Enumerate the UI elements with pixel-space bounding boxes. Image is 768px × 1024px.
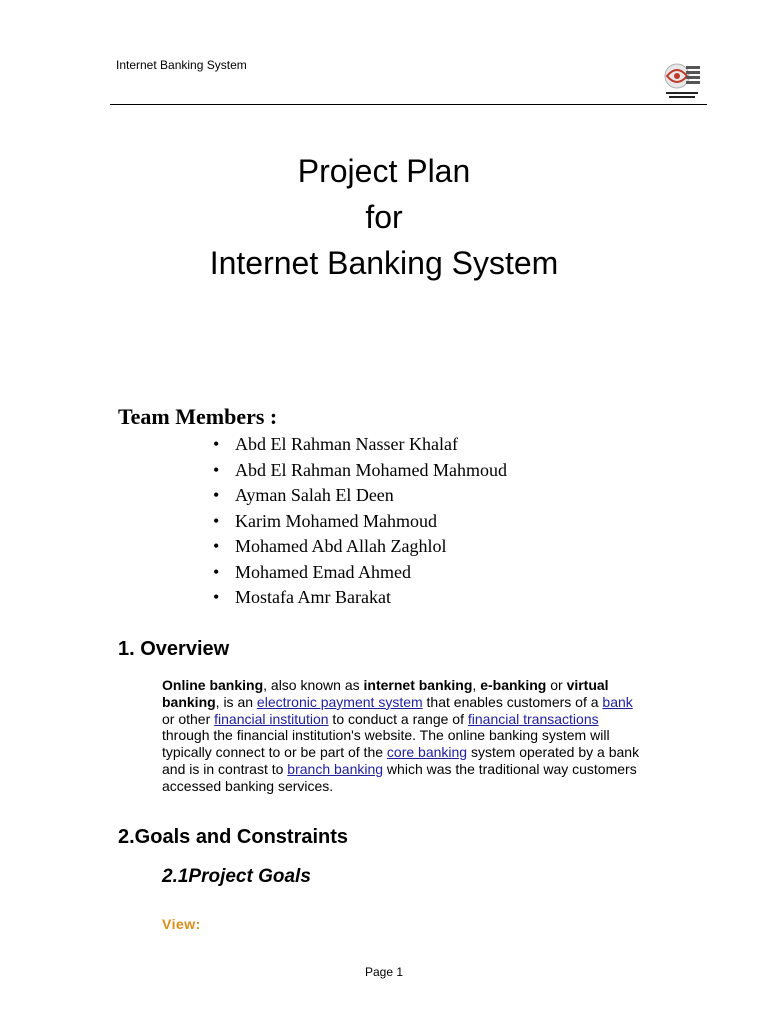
- link-core-banking[interactable]: core banking: [386, 744, 468, 761]
- bold-term: internet banking: [363, 677, 473, 693]
- link-electronic-payment-system[interactable]: electronic payment system: [256, 693, 423, 710]
- text-run: , is an: [215, 693, 257, 710]
- link-financial-institution[interactable]: financial institution: [214, 710, 329, 727]
- team-members-list: [235, 432, 507, 611]
- view-label: View:: [162, 916, 201, 932]
- page-number: Page 1: [364, 965, 404, 979]
- text-run: which was the traditional way customers accessed banking services.: [162, 760, 637, 794]
- list-item: • Mohamed Emad Ahmed: [235, 560, 507, 586]
- text-run: or other: [162, 710, 215, 727]
- title-line-1: Project Plan: [297, 153, 471, 189]
- text-run: ,: [472, 677, 481, 693]
- text-run: to conduct a range of: [328, 710, 468, 727]
- text-run: , also known as: [263, 677, 364, 693]
- link-bank[interactable]: bank: [602, 693, 633, 710]
- text-run: or: [546, 677, 567, 693]
- text-run: system operated by a bank and is in contrast to: [162, 744, 640, 777]
- bold-term: virtual banking: [162, 677, 609, 710]
- list-item: • Mohamed Abd Allah Zaghlol: [235, 534, 507, 560]
- bold-term: e-banking: [480, 677, 547, 693]
- running-header-title: Internet Banking System: [116, 58, 247, 72]
- text-run: through the financial institution's website. The online banking system will typically connect to or be part of the: [162, 727, 610, 761]
- goals-constraints-heading: 2.Goals and Constraints: [118, 826, 349, 848]
- list-item: • Mostafa Amr Barakat: [235, 585, 507, 611]
- list-item: • Ayman Salah El Deen: [235, 483, 507, 509]
- text-run: that enables customers of a: [422, 693, 603, 710]
- overview-heading: 1. Overview: [118, 638, 230, 660]
- team-members-heading: Team Members :: [118, 404, 278, 429]
- title-line-3: Internet Banking System: [209, 245, 559, 281]
- header-divider: [110, 104, 707, 105]
- project-goals-heading: 2.1Project Goals: [162, 866, 311, 887]
- document-title: [0, 148, 768, 286]
- link-branch-banking[interactable]: branch banking: [287, 760, 384, 777]
- organization-logo-icon: [660, 60, 704, 104]
- link-financial-transactions[interactable]: financial transactions: [467, 710, 599, 727]
- overview-paragraph: [162, 677, 647, 795]
- bold-term: Online banking: [162, 677, 264, 693]
- list-item: • Abd El Rahman Nasser Khalaf: [235, 432, 507, 458]
- list-item: • Karim Mohamed Mahmoud: [235, 509, 507, 535]
- title-line-2: for: [365, 199, 403, 235]
- list-item: • Abd El Rahman Mohamed Mahmoud: [235, 458, 507, 484]
